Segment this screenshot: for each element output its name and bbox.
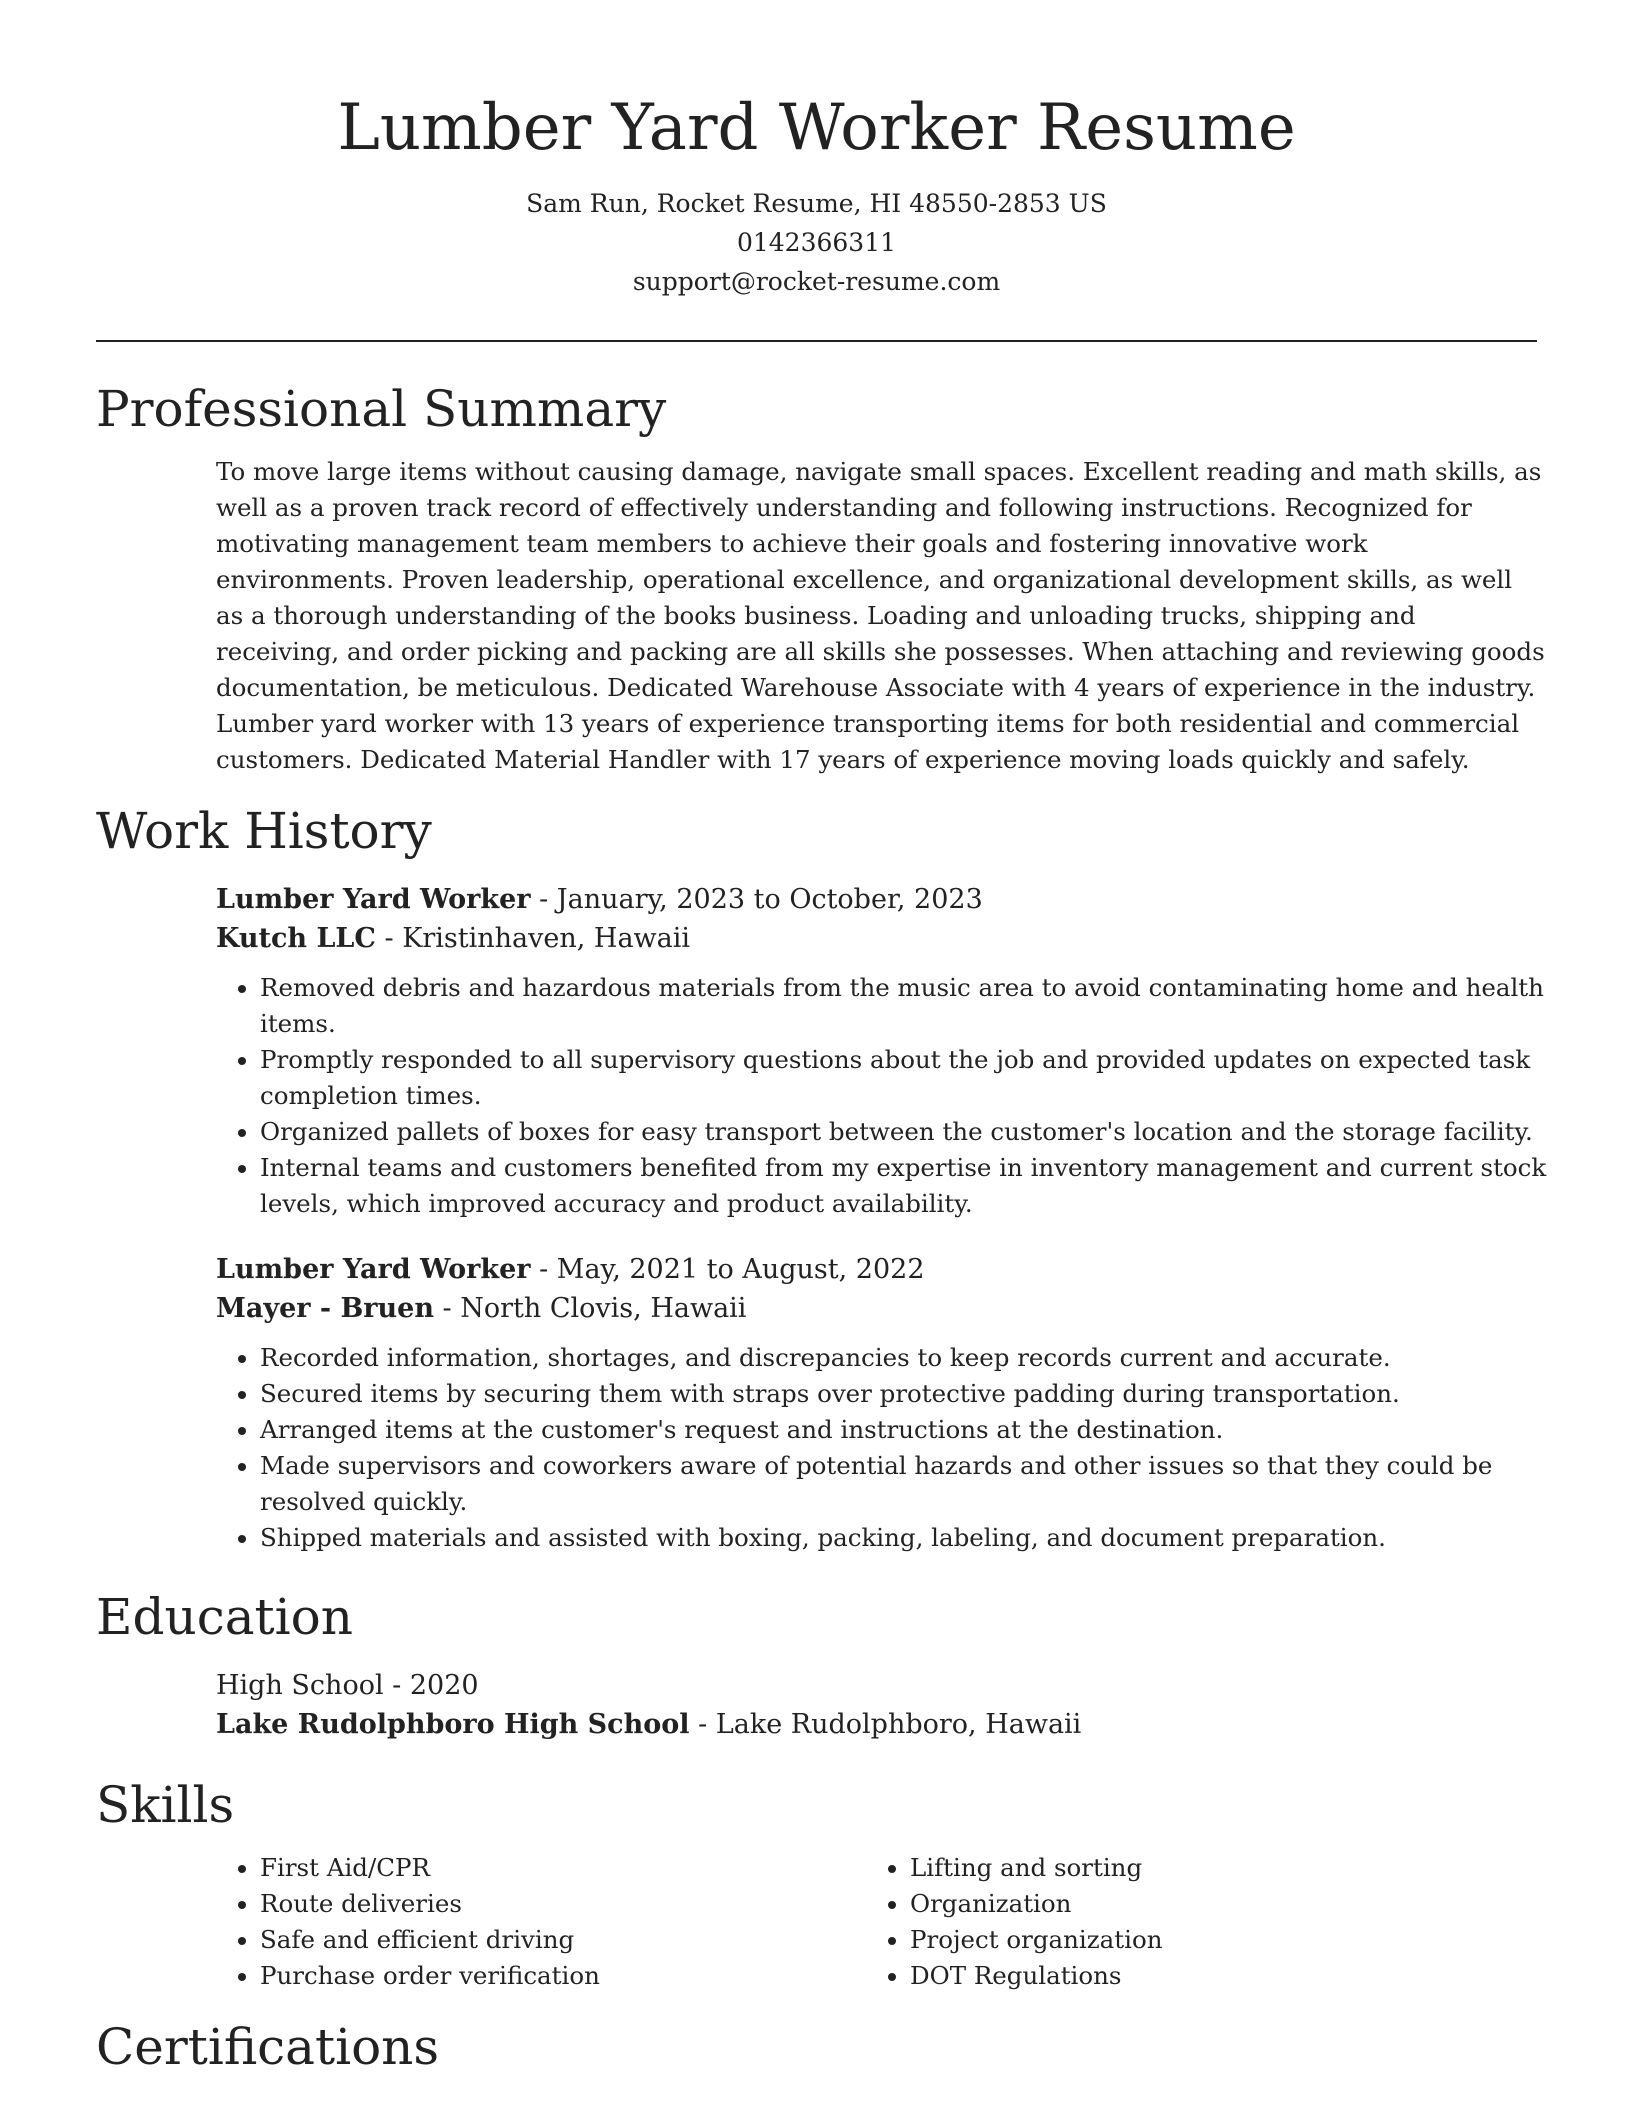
job-company: Mayer - Bruen bbox=[216, 1293, 434, 1324]
resume-page bbox=[96, 0, 1547, 2078]
skills-columns bbox=[216, 1850, 1537, 1994]
section-title-summary: Professional Summary bbox=[96, 380, 667, 438]
job-location: - North Clovis, Hawaii bbox=[433, 1293, 747, 1324]
skill-item: • Project organization bbox=[910, 1922, 1516, 1958]
skill-item: • Organization bbox=[910, 1886, 1516, 1922]
job-dates: - May, 2021 to August, 2022 bbox=[530, 1254, 925, 1285]
contact-address: Sam Run, Rocket Resume, HI 48550-2853 US bbox=[526, 189, 1107, 218]
job-company-line bbox=[216, 919, 1537, 958]
job-bullet: • Recorded information, shortages, and discrepancies to keep records current and accurate. bbox=[260, 1340, 1550, 1376]
job-bullet: • Promptly responded to all supervisory questions about the job and provided updates on expected task completion times. bbox=[260, 1042, 1550, 1114]
education-location: - Lake Rudolphboro, Hawaii bbox=[689, 1709, 1082, 1740]
section-title-certifications: Certifications bbox=[96, 2018, 440, 2076]
contact-email: support@rocket-resume.com bbox=[632, 267, 1001, 296]
job-bullet: • Organized pallets of boxes for easy transport between the customer's location and the storage facility. bbox=[260, 1114, 1550, 1150]
job-bullets bbox=[216, 1340, 1550, 1556]
job-title-line bbox=[216, 1250, 1537, 1289]
job-bullet: • Arranged items at the customer's request and instructions at the destination. bbox=[260, 1412, 1550, 1448]
job-bullet: • Internal teams and customers benefited from my expertise in inventory management and current stock levels, which improved accuracy and product availability. bbox=[260, 1150, 1550, 1222]
job-entry bbox=[216, 880, 1547, 1222]
job-title: Lumber Yard Worker bbox=[216, 884, 531, 915]
skill-item: • First Aid/CPR bbox=[260, 1850, 866, 1886]
job-bullet: • Removed debris and hazardous materials from the music area to avoid contaminating home and health items. bbox=[260, 970, 1550, 1042]
job-bullet: • Shipped materials and assisted with boxing, packing, labeling, and document preparation. bbox=[260, 1520, 1550, 1556]
header-divider bbox=[96, 340, 1537, 342]
section-title-education: Education bbox=[96, 1588, 353, 1646]
skills-list-right bbox=[866, 1850, 1516, 1994]
summary-text: To move large items without causing damage, navigate small spaces. Excellent reading and math skills, as well as a proven track record of effectively understanding and following instructions. Recognized for motivating management team members to achieve their goals and fostering innovative work environments. Proven leadership, operational excellence, and organizational development skills, as well as a thorough understanding of the books business. Loading and unloading trucks, shipping and receiving, and order picking and packing are all skills she possesses. When attaching and reviewing goods documentation, be meticulous. Dedicated Warehouse Associate with 4 years of experience in the industry. Lumber yard worker with 13 years of experience transporting items for both residential and commercial customers. Dedicated Material Handler with 17 years of experience moving loads quickly and safely. bbox=[216, 457, 1545, 774]
job-entry bbox=[216, 1250, 1537, 1556]
section-title-work-history: Work History bbox=[96, 802, 432, 860]
skill-item: • DOT Regulations bbox=[910, 1958, 1516, 1994]
job-bullets bbox=[216, 970, 1550, 1222]
education-school-line bbox=[216, 1705, 1537, 1744]
education-degree-line bbox=[216, 1666, 1537, 1705]
education-school: Lake Rudolphboro High School bbox=[216, 1709, 690, 1740]
education-year: - 2020 bbox=[383, 1670, 479, 1701]
resume-title: Lumber Yard Worker Resume bbox=[337, 91, 1296, 165]
job-location: - Kristinhaven, Hawaii bbox=[375, 923, 691, 954]
job-title-line bbox=[216, 880, 1537, 919]
job-bullet: • Made supervisors and coworkers aware of potential hazards and other issues so that they could be resolved quickly. bbox=[260, 1448, 1550, 1520]
section-title-skills: Skills bbox=[96, 1776, 235, 1834]
job-title: Lumber Yard Worker bbox=[216, 1254, 531, 1285]
skill-item: • Lifting and sorting bbox=[910, 1850, 1516, 1886]
job-company-line bbox=[216, 1289, 1537, 1328]
contact-block bbox=[96, 184, 1537, 301]
skill-item: • Route deliveries bbox=[260, 1886, 866, 1922]
job-dates: - January, 2023 to October, 2023 bbox=[530, 884, 983, 915]
skill-item: • Purchase order verification bbox=[260, 1958, 866, 1994]
education-degree: High School bbox=[216, 1670, 384, 1701]
job-bullet: • Secured items by securing them with straps over protective padding during transportation. bbox=[260, 1376, 1550, 1412]
education-entry bbox=[216, 1666, 1537, 1744]
skill-item: • Safe and efficient driving bbox=[260, 1922, 866, 1958]
contact-phone: 0142366311 bbox=[736, 228, 897, 257]
job-company: Kutch LLC bbox=[216, 923, 376, 954]
skills-list-left bbox=[216, 1850, 866, 1994]
